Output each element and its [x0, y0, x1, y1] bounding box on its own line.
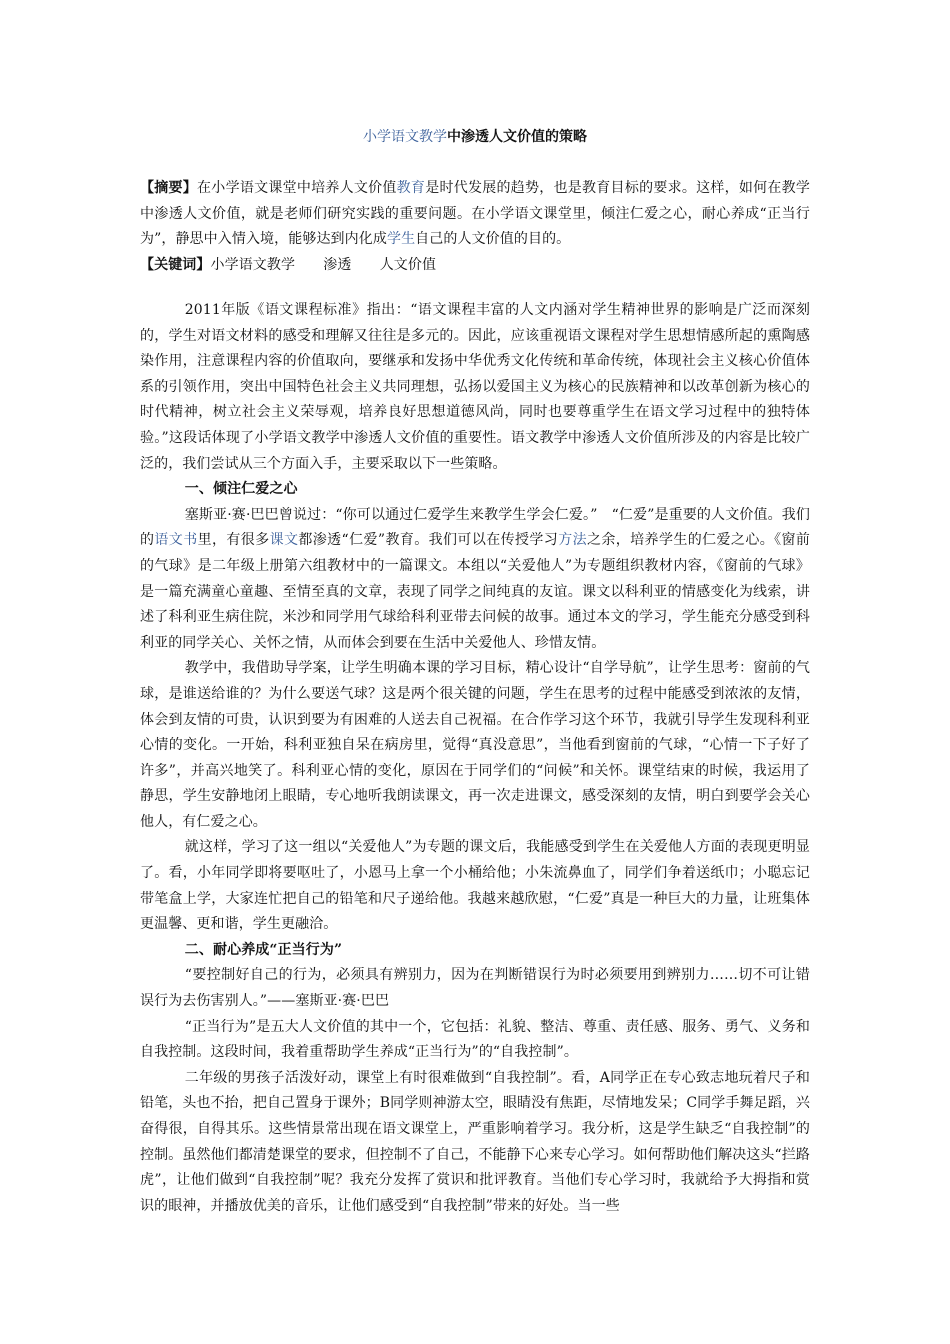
section2-paragraph-2: 二年级的男孩子活泼好动，课堂上有时很难做到“自我控制”。看，A同学正在专心致志地玩着尺子和铅笔，头也不抬，把自己置身于课外；B同学则神游太空，眼睛没有焦距，尽情地发呆；C同学手舞足蹈，兴奋得很，自得其乐。这些情景常出现在语文课堂上，严重影响着学习。我分析，这是学生缺乏“自我控制”的控制。虽然他们都清楚课堂的要求，但控制不了自己，不能静下心来专心学习。如何帮助他们解决这头“拦路虎”，让他们做到“自我控制”呢？我充分发挥了赏识和批评教育。当他们专心学习时，我就给予大拇指和赏识的眼神，并播放优美的音乐，让他们感受到“自我控制”带来的好处。当一些: [140, 1069, 810, 1214]
link-textbook[interactable]: 语文书: [154, 532, 198, 549]
abstract-link-student[interactable]: 学生: [386, 231, 416, 248]
keywords-line: [140, 253, 810, 279]
abstract-text-2: 是时代发展的趋势，也是教育目标的要求。这样，如何在教学中渗透人文价值，就是老师们研究实践的重要问题。在小学语文课堂里，倾注仁爱之心，耐心养成“正当行为”，静思中入情入境，能够达到内化成: [140, 180, 811, 248]
section2-paragraph-1: “正当行为”是五大人文价值的其中一个，它包括：礼貌、整洁、尊重、责任感、服务、勇气、义务和自我控制。这段时间，我着重帮助学生养成“正当行为”的“自我控制”。: [140, 1018, 810, 1061]
s1p1-text-d: 之余，培养学生的仁爱之心。《窗前的气球》是二年级上册第六组教材中的一篇课文。本组以“关爱他人”为专题组织教材内容，《窗前的气球》是一篇充满童心童趣、至情至真的文章，表现了同学之间纯真的友谊。课文以科利亚的情感变化为线索，讲述了科利亚生病住院，米沙和同学用气球给科利亚带去问候的故事。通过本文的学习，学生能充分感受到科利亚的同学关心、关怀之情，从而体会到要在生活中关爱他人、珍惜友情。: [140, 532, 811, 651]
keywords-text: 小学语文教学 渗透 人文价值: [210, 256, 437, 273]
document-title: [0, 127, 950, 147]
abstract-label: 【摘要】: [140, 180, 198, 196]
section2-quote: “要控制好自己的行为，必须具有辨别力，因为在判断错误行为时必须要用到辨别力……切不可让错误行为去伤害别人。”——塞斯亚·赛·巴巴: [140, 967, 810, 1010]
s1p1-text-a: 塞斯亚·赛·巴巴曾说过：“你可以通过仁爱学生来教学生学会仁爱。” “仁爱”是重要的人文价值。我们的: [140, 506, 810, 549]
title-link-part[interactable]: 小学语文教学: [363, 129, 447, 145]
section1-paragraph-1: [140, 503, 810, 657]
section1-heading: 一、倾注仁爱之心: [184, 481, 298, 498]
s1p1-text-c: 都渗透“仁爱”教育。我们可以在传授学习: [298, 532, 559, 549]
abstract-paragraph: [140, 176, 810, 253]
link-method[interactable]: 方法: [558, 532, 587, 549]
intro-paragraph: 2011年版《语文课程标准》指出：“语文课程丰富的人文内涵对学生精神世界的影响是广泛而深刻的，学生对语文材料的感受和理解又往往是多元的。因此，应该重视语文课程对学生思想情感所起的熏陶感染作用，注意课程内容的价值取向，要继承和发扬中华优秀文化传统和革命传统，体现社会主义核心价值体系的引领作用，突出中国特色社会主义共同理想，弘扬以爱国主义为核心的民族精神和以改革创新为核心的时代精神，树立社会主义荣辱观，培养良好思想道德风尚，同时也要尊重学生在语文学习过程中的独特体验。”这段话体现了小学语文教学中渗透人文价值的重要性。语文教学中渗透人文价值所涉及的内容是比较广泛的，我们尝试从三个方面入手，主要采取以下一些策略。: [140, 302, 810, 472]
abstract-text-1: 在小学语文课堂中培养人文价值: [197, 180, 397, 196]
abstract-link-education[interactable]: 教育: [396, 180, 426, 196]
body-section: [140, 298, 810, 1219]
section1-paragraph-2: 教学中，我借助导学案，让学生明确本课的学习目标，精心设计“自学导航”，让学生思考：窗前的气球，是谁送给谁的？为什么要送气球？这是两个很关键的问题，学生在思考的过程中能感受到浓浓的友情，体会到友情的可贵，认识到要为有困难的人送去自己祝福。在合作学习这个环节，我就引导学生发现科利亚心情的变化。一开始，科利亚独自呆在病房里，觉得“真没意思”，当他看到窗前的气球，“心情一下子好了许多”，并高兴地笑了。科利亚心情的变化，原因在于同学们的“问候”和关怀。课堂结束的时候，我运用了静思，学生安静地闭上眼睛，专心地听我朗读课文，再一次走进课文，感受深刻的友情，明白到要学会关心他人，有仁爱之心。: [140, 660, 810, 830]
section2-heading: 二、耐心养成“正当行为”: [184, 941, 343, 958]
title-rest: 中渗透人文价值的策略: [447, 129, 587, 145]
section1-paragraph-3: 就这样，学习了这一组以“关爱他人”为专题的课文后，我能感受到学生在关爱他人方面的表现更明显了。看，小年同学即将要呕吐了，小恩马上拿一个小桶给他；小朱流鼻血了，同学们争着送纸巾；小聪忘记带笔盒上学，大家连忙把自己的铅笔和尺子递给他。我越来越欣慰，“仁爱”真是一种巨大的力量，让班集体更温馨、更和谐，学生更融洽。: [140, 839, 810, 933]
link-lesson[interactable]: 课文: [269, 532, 299, 549]
s1p1-text-b: 里，有很多: [197, 532, 270, 549]
abstract-text-3: 自己的人文价值的目的。: [415, 231, 571, 248]
abstract-section: [140, 176, 810, 278]
keywords-label: 【关键词】: [140, 256, 211, 273]
